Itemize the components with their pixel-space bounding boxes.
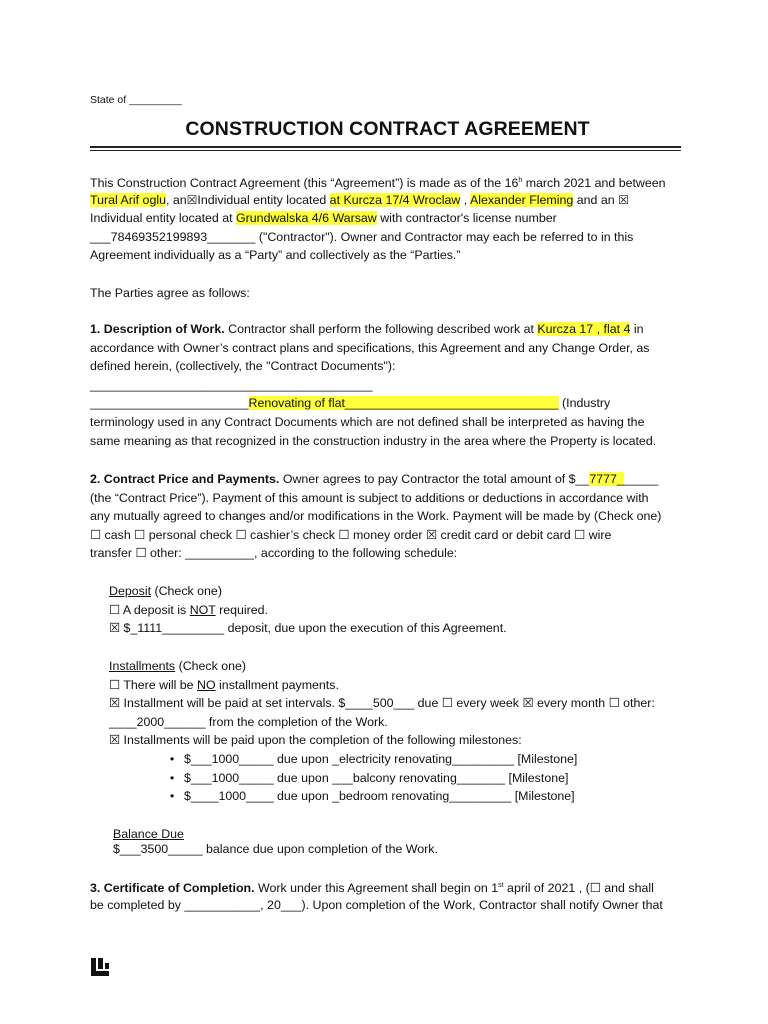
- contractor-name: Alexander Fleming: [469, 192, 574, 207]
- section-text: be completed by ___________, 20___). Upon completion of the Work, Contractor shall notify Owner that: [90, 897, 663, 912]
- section-text: _____: [623, 472, 659, 486]
- blank-line: _______________________: [90, 396, 249, 411]
- intro-text: ,: [460, 192, 470, 207]
- state-field: State of _________: [90, 94, 182, 106]
- section-text: same meaning as that recognized in the construction industry in the area where the Property is located.: [90, 433, 657, 448]
- section-certificate-of-completion: [90, 877, 690, 914]
- section-contract-price: [90, 470, 690, 563]
- emphasis-text: NOT: [189, 602, 216, 617]
- title-divider: [90, 146, 681, 148]
- section-description-of-work: [90, 320, 690, 450]
- section-heading: 2. Contract Price and Payments.: [90, 472, 280, 486]
- contract-amount: 7777_: [589, 472, 624, 486]
- contractor-address: Grundwalska 4/6 Warsaw: [236, 211, 377, 226]
- intro-text: Individual entity located at: [90, 211, 237, 226]
- balance-heading: Balance Due: [113, 827, 184, 841]
- brand-logo-icon: [91, 958, 109, 976]
- intro-text: Agreement individually as a “Party” and collectively as the “Parties.”: [90, 248, 461, 263]
- checkbox-checked[interactable]: ☒: [186, 192, 198, 207]
- document-title: CONSTRUCTION CONTRACT AGREEMENT: [185, 118, 590, 140]
- balance-block: [90, 825, 690, 858]
- intro-text: This Construction Contract Agreement (this “Agreement”) is made as of the 16: [90, 176, 519, 191]
- section-text: required.: [215, 602, 268, 617]
- section-text: (the “Contract Price”). Payment of this amount is subject to additions or deductions in accordance with: [90, 490, 649, 505]
- payment-method-options[interactable]: ☐ cash ☐ personal check ☐ cashier’s check ☐ money order ☒ credit card or debit card ☐ wire: [90, 527, 612, 542]
- title-divider-thin: [90, 150, 681, 151]
- deposit-option[interactable]: ☐ A deposit is: [109, 602, 190, 617]
- installment-option[interactable]: ☒ Installment will be paid at set intervals. $____500___ due ☐ every week ☒ every month ☐ other:: [109, 696, 655, 711]
- intro-text: and an: [573, 192, 619, 207]
- intro-text: Individual entity located: [197, 192, 330, 207]
- section-text: any mutually agreed to changes and/or modifications in the Work. Payment will be made by (Check one): [90, 509, 662, 524]
- work-location: Kurcza 17 , flat 4: [537, 322, 631, 336]
- milestone-item: • $___1000_____ due upon _electricity renovating_________ [Milestone]: [90, 750, 690, 769]
- intro-text: ___78469352199893_______ ("Contractor"). Owner and Contractor may each be referred to in this: [90, 229, 634, 244]
- section-text: Owner agrees to pay Contractor the total amount of $__: [279, 472, 590, 486]
- installment-option[interactable]: ☒ Installments will be paid upon the completion of the following milestones:: [109, 733, 522, 748]
- section-text: installment payments.: [215, 677, 339, 692]
- intro-text: with contractor's license number: [376, 211, 557, 226]
- installment-option[interactable]: ☐ There will be: [109, 677, 198, 692]
- installments-heading: Installments: [109, 659, 176, 673]
- balance-line: $___3500_____ balance due upon completion of the Work.: [113, 841, 438, 856]
- section-text: Contractor shall perform the following described work at: [224, 322, 538, 336]
- section-text: transfer ☐ other: __________, according to the following schedule:: [90, 546, 458, 561]
- section-text: terminology used in any Contract Documents which are not defined shall be interpreted as having the: [90, 414, 645, 429]
- section-text: april of 2021 , (☐ and shall: [503, 881, 654, 896]
- section-text: Work under this Agreement shall begin on 1: [254, 881, 499, 896]
- intro-paragraph: [90, 172, 690, 265]
- section-text: (Check one): [175, 659, 247, 673]
- deposit-block: [90, 582, 690, 638]
- blank-line: _________________________________________: [90, 377, 373, 392]
- milestone-item: • $___1000_____ due upon ___balcony renovating_______ [Milestone]: [90, 769, 690, 788]
- section-text: defined herein, (collectively, the "Contract Documents"):: [90, 359, 396, 374]
- section-heading: 1. Description of Work.: [90, 322, 225, 336]
- intro-sup: h: [518, 177, 523, 184]
- emphasis-text: NO: [197, 677, 216, 692]
- deposit-heading: Deposit: [109, 584, 152, 598]
- milestone-item: • $____1000____ due upon _bedroom renovating_________ [Milestone]: [90, 787, 690, 806]
- work-description: Renovating of flat_______________________________: [248, 396, 559, 411]
- deposit-option[interactable]: ☒ $_1111_________ deposit, due upon the execution of this Agreement.: [109, 621, 507, 636]
- intro-text: , an: [165, 192, 187, 207]
- section-text: in: [630, 322, 644, 336]
- section-sup: st: [498, 882, 504, 889]
- section-heading: 3. Certificate of Completion.: [90, 881, 255, 896]
- checkbox-checked[interactable]: ☒: [618, 192, 629, 207]
- intro-text: march 2021 and between: [522, 176, 666, 191]
- owner-name: Tural Arif oglu: [90, 192, 166, 207]
- section-text: ____2000______ from the completion of the Work.: [109, 714, 388, 729]
- owner-address: at Kurcza 17/4 Wroclaw: [329, 192, 461, 207]
- section-text: (Check one): [151, 584, 222, 598]
- section-text: (Industry: [558, 396, 611, 411]
- installments-block: [90, 657, 690, 806]
- section-text: accordance with Owner’s contract plans and specifications, this Agreement and any Change Order, as: [90, 340, 650, 355]
- agree-line: The Parties agree as follows:: [90, 286, 250, 300]
